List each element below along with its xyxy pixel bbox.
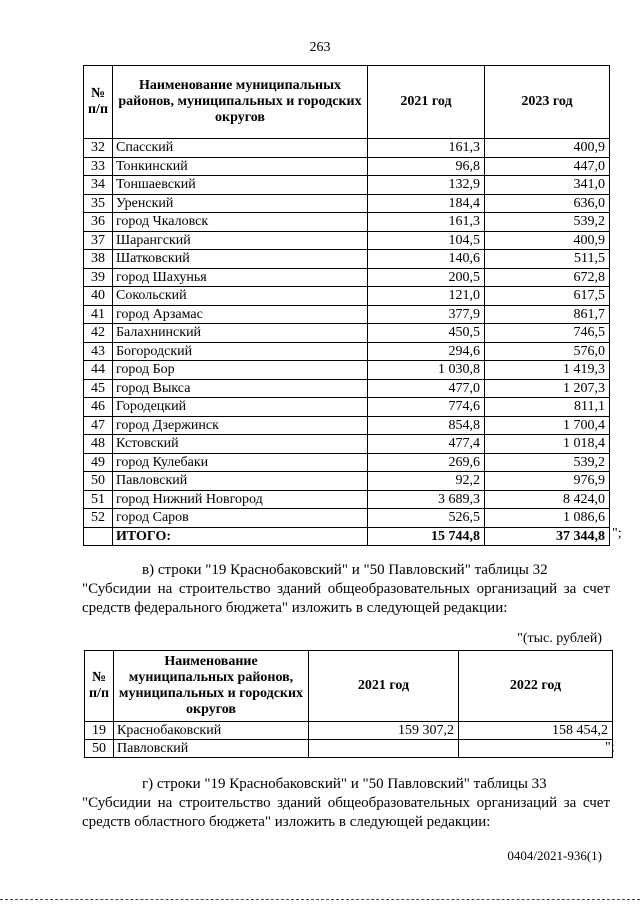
table-row bbox=[84, 342, 610, 361]
total-row bbox=[84, 527, 610, 546]
row-number: 42 bbox=[84, 324, 113, 343]
row-value-2: 811,1 bbox=[485, 398, 610, 417]
row-value-2: 539,2 bbox=[485, 213, 610, 232]
row-value-1: 269,6 bbox=[368, 453, 485, 472]
header-name: Наименование муниципальных районов, муниципальных и городских округов bbox=[114, 651, 309, 722]
row-value-1: 854,8 bbox=[368, 416, 485, 435]
table-row bbox=[85, 722, 613, 740]
table-row bbox=[84, 490, 610, 509]
row-value-1: 3 689,3 bbox=[368, 490, 485, 509]
row-number: 37 bbox=[84, 231, 113, 250]
table-row bbox=[84, 231, 610, 250]
row-value-2: 1 086,6 bbox=[485, 509, 610, 528]
row-number: 19 bbox=[85, 722, 114, 740]
subsidy-table-2 bbox=[84, 650, 613, 758]
row-number: 46 bbox=[84, 398, 113, 417]
document-code: 0404/2021-936(1) bbox=[507, 848, 602, 863]
row-name: Шатковский bbox=[113, 250, 368, 269]
row-name: Шарангский bbox=[113, 231, 368, 250]
row-number: 43 bbox=[84, 342, 113, 361]
table-header-row bbox=[85, 651, 613, 722]
row-value-1: 161,3 bbox=[368, 213, 485, 232]
header-name: Наименование муниципальных районов, муниципальных и городских округов bbox=[113, 66, 368, 139]
row-value-2: 8 424,0 bbox=[485, 490, 610, 509]
row-value-1: 526,5 bbox=[368, 509, 485, 528]
row-value-1: 200,5 bbox=[368, 268, 485, 287]
row-number: 50 bbox=[85, 740, 114, 758]
table-row bbox=[84, 398, 610, 417]
row-value-2: 617,5 bbox=[485, 287, 610, 306]
row-value-2: 400,9 bbox=[485, 139, 610, 158]
row-number: 48 bbox=[84, 435, 113, 454]
row-name: Городецкий bbox=[113, 398, 368, 417]
table-row bbox=[84, 194, 610, 213]
row-value-1: 377,9 bbox=[368, 305, 485, 324]
row-number: 47 bbox=[84, 416, 113, 435]
paragraph-v-line1: в) строки "19 Краснобаковский" и "50 Павловский" таблицы 32 bbox=[142, 562, 548, 578]
table-row bbox=[84, 305, 610, 324]
table-row bbox=[84, 435, 610, 454]
table-row bbox=[84, 416, 610, 435]
table-row bbox=[84, 453, 610, 472]
row-name: Богородский bbox=[113, 342, 368, 361]
table1-closing-quote: "; bbox=[612, 526, 622, 541]
row-name: Павловский bbox=[113, 472, 368, 491]
row-name: город Чкаловск bbox=[113, 213, 368, 232]
row-value-1: 161,3 bbox=[368, 139, 485, 158]
row-value-1: 121,0 bbox=[368, 287, 485, 306]
table-row bbox=[85, 740, 613, 758]
table-row bbox=[84, 268, 610, 287]
unit-label: "(тыс. рублей) bbox=[517, 631, 602, 646]
row-value-2: 976,9 bbox=[485, 472, 610, 491]
table-row bbox=[84, 287, 610, 306]
row-value-2: 400,9 bbox=[485, 231, 610, 250]
row-value-1: 140,6 bbox=[368, 250, 485, 269]
table-row bbox=[84, 509, 610, 528]
table-row bbox=[84, 472, 610, 491]
row-value-1: 477,0 bbox=[368, 379, 485, 398]
row-name: Кстовский bbox=[113, 435, 368, 454]
row-value-2: 158 454,2 bbox=[459, 722, 613, 740]
total-num-cell bbox=[84, 527, 113, 546]
row-value-2: 1 018,4 bbox=[485, 435, 610, 454]
row-name: город Шахунья bbox=[113, 268, 368, 287]
row-number: 33 bbox=[84, 157, 113, 176]
row-name: город Нижний Новгород bbox=[113, 490, 368, 509]
row-value-1: 450,5 bbox=[368, 324, 485, 343]
row-number: 34 bbox=[84, 176, 113, 195]
row-value-2: 341,0 bbox=[485, 176, 610, 195]
row-number: 45 bbox=[84, 379, 113, 398]
row-name: Спасский bbox=[113, 139, 368, 158]
header-col1: 2021 год bbox=[368, 66, 485, 139]
row-value-2: 636,0 bbox=[485, 194, 610, 213]
paragraph-v-rest: "Субсидии на строительство зданий общеобразовательных организаций за счет средств федерального бюджета" изложить в следующей редакции: bbox=[82, 581, 610, 616]
row-number: 32 bbox=[84, 139, 113, 158]
table-row bbox=[84, 361, 610, 380]
row-value-1: 159 307,2 bbox=[309, 722, 459, 740]
paragraph-g bbox=[82, 775, 610, 832]
row-name: Тоншаевский bbox=[113, 176, 368, 195]
row-value-2: 861,7 bbox=[485, 305, 610, 324]
row-name: Уренский bbox=[113, 194, 368, 213]
subsidy-table-1 bbox=[83, 65, 610, 546]
row-value-1 bbox=[309, 740, 459, 758]
table-row bbox=[84, 379, 610, 398]
row-number: 36 bbox=[84, 213, 113, 232]
row-number: 51 bbox=[84, 490, 113, 509]
row-name: Сокольский bbox=[113, 287, 368, 306]
row-name: город Арзамас bbox=[113, 305, 368, 324]
table-row bbox=[84, 176, 610, 195]
footer-divider bbox=[0, 899, 640, 900]
row-number: 35 bbox=[84, 194, 113, 213]
row-value-2 bbox=[459, 740, 613, 758]
row-value-2: 539,2 bbox=[485, 453, 610, 472]
header-col1: 2021 год bbox=[309, 651, 459, 722]
row-number: 50 bbox=[84, 472, 113, 491]
row-number: 39 bbox=[84, 268, 113, 287]
row-value-1: 477,4 bbox=[368, 435, 485, 454]
row-value-2: 746,5 bbox=[485, 324, 610, 343]
row-value-2: 1 207,3 bbox=[485, 379, 610, 398]
row-number: 40 bbox=[84, 287, 113, 306]
row-value-1: 104,5 bbox=[368, 231, 485, 250]
row-number: 38 bbox=[84, 250, 113, 269]
row-number: 41 bbox=[84, 305, 113, 324]
row-value-2: 1 419,3 bbox=[485, 361, 610, 380]
total-label: ИТОГО: bbox=[113, 527, 368, 546]
row-name: Балахнинский bbox=[113, 324, 368, 343]
row-value-1: 132,9 bbox=[368, 176, 485, 195]
header-col2: 2023 год bbox=[485, 66, 610, 139]
row-name: город Кулебаки bbox=[113, 453, 368, 472]
header-num: № п/п bbox=[84, 66, 113, 139]
row-value-1: 96,8 bbox=[368, 157, 485, 176]
row-value-1: 92,2 bbox=[368, 472, 485, 491]
row-value-2: 511,5 bbox=[485, 250, 610, 269]
row-value-2: 576,0 bbox=[485, 342, 610, 361]
row-value-1: 774,6 bbox=[368, 398, 485, 417]
paragraph-v bbox=[82, 561, 610, 618]
table-row bbox=[84, 157, 610, 176]
row-name: Павловский bbox=[114, 740, 309, 758]
total-value-2: 37 344,8 bbox=[485, 527, 610, 546]
paragraph-g-rest: "Субсидии на строительство зданий общеобразовательных организаций за счет средств областного бюджета" изложить в следующей редакции: bbox=[82, 795, 610, 830]
row-value-2: 672,8 bbox=[485, 268, 610, 287]
page-number: 263 bbox=[309, 40, 331, 55]
row-value-2: 1 700,4 bbox=[485, 416, 610, 435]
row-name: Краснобаковский bbox=[114, 722, 309, 740]
paragraph-g-line1: г) строки "19 Краснобаковский" и "50 Павловский" таблицы 33 bbox=[142, 776, 547, 792]
table-row bbox=[84, 213, 610, 232]
row-name: город Саров bbox=[113, 509, 368, 528]
row-name: город Выкса bbox=[113, 379, 368, 398]
header-col2: 2022 год bbox=[459, 651, 613, 722]
table-row bbox=[84, 250, 610, 269]
row-number: 44 bbox=[84, 361, 113, 380]
table-row bbox=[84, 324, 610, 343]
total-value-1: 15 744,8 bbox=[368, 527, 485, 546]
row-number: 49 bbox=[84, 453, 113, 472]
row-name: Тонкинский bbox=[113, 157, 368, 176]
table2-closing-quote: "; bbox=[605, 740, 615, 755]
table-row bbox=[84, 139, 610, 158]
table-header-row bbox=[84, 66, 610, 139]
row-value-1: 294,6 bbox=[368, 342, 485, 361]
row-name: город Дзержинск bbox=[113, 416, 368, 435]
row-name: город Бор bbox=[113, 361, 368, 380]
header-num: № п/п bbox=[85, 651, 114, 722]
row-value-2: 447,0 bbox=[485, 157, 610, 176]
row-value-1: 184,4 bbox=[368, 194, 485, 213]
row-number: 52 bbox=[84, 509, 113, 528]
row-value-1: 1 030,8 bbox=[368, 361, 485, 380]
